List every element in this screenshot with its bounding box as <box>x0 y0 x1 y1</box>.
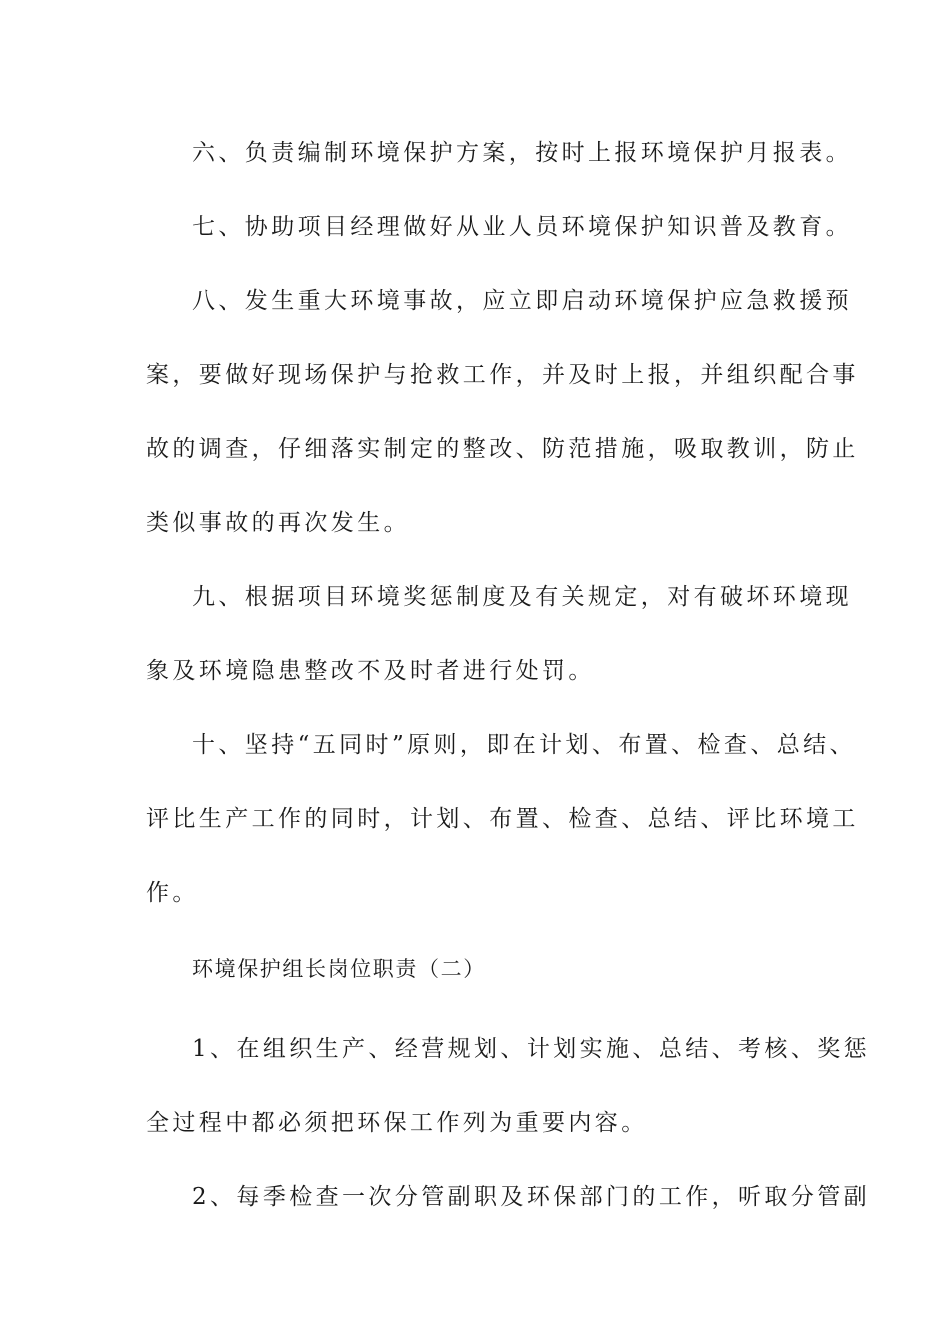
paragraph-item-8-line-4: 类似事故的再次发生。 <box>146 510 410 536</box>
section-heading: 环境保护组长岗位职责（二） <box>192 957 486 981</box>
paragraph-item-10-line-3: 作。 <box>146 880 199 906</box>
paragraph-item-1-line-1: 1、在组织生产、经营规划、计划实施、总结、考核、奖惩 <box>192 1036 871 1062</box>
paragraph-item-10-line-1: 十、坚持“五同时”原则，即在计划、布置、检查、总结、 <box>192 732 856 758</box>
paragraph-item-2-line-1: 2、每季检查一次分管副职及环保部门的工作，听取分管副 <box>192 1184 871 1210</box>
paragraph-item-8-line-1: 八、发生重大环境事故，应立即启动环境保护应急救援预 <box>192 288 852 314</box>
paragraph-item-10-line-2: 评比生产工作的同时，计划、布置、检查、总结、评比环境工 <box>146 806 859 832</box>
paragraph-item-1-line-2: 全过程中都必须把环保工作列为重要内容。 <box>146 1110 648 1136</box>
paragraph-item-8-line-2: 案，要做好现场保护与抢救工作，并及时上报，并组织配合事 <box>146 362 859 388</box>
paragraph-item-9-line-2: 象及环境隐患整改不及时者进行处罚。 <box>146 658 595 684</box>
paragraph-item-8-line-3: 故的调查，仔细落实制定的整改、防范措施，吸取教训，防止 <box>146 436 859 462</box>
paragraph-item-7: 七、协助项目经理做好从业人员环境保护知识普及教育。 <box>192 214 852 240</box>
paragraph-item-6: 六、负责编制环境保护方案，按时上报环境保护月报表。 <box>192 140 852 166</box>
paragraph-item-9-line-1: 九、根据项目环境奖惩制度及有关规定，对有破坏环境现 <box>192 584 852 610</box>
